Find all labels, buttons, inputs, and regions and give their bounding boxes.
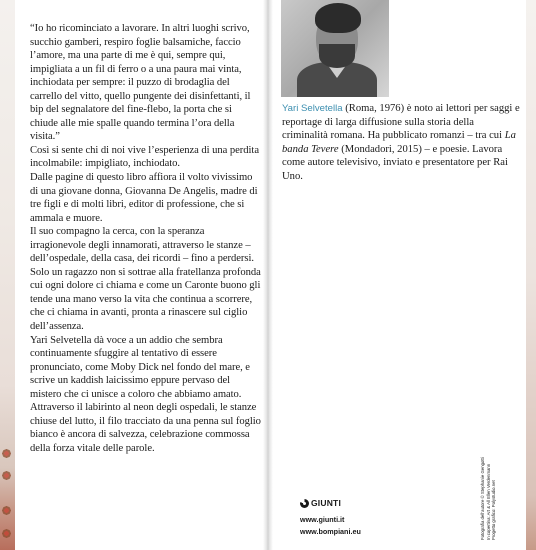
- front-flap-paragraph: Il suo compagno la cerca, con la speranza irragionevole degli innamorati, attraverso le stanze – dell’ospedale, della casa, dei ricordi – fino a perdersi. Solo un ragazzo non si sottrae alla fratellanza profonda cui ogni dolore ci chiama e come un Caronte buono gli tende una mano verso la vita che continua a scorrere, che ci chiama in avanti, pronta a rinascere sul ciglio dell’assenza.: [30, 226, 261, 333]
- author-photo-beard: [319, 44, 355, 68]
- author-photo-hair: [315, 3, 361, 33]
- front-flap-text: [30, 22, 262, 456]
- publisher-url-bompiani: www.bompiani.eu: [300, 526, 361, 536]
- front-flap-paragraph: Yari Selvetella dà voce a un addio che sembra continuamente sfuggire al tentativo di essere pronunciato, come Moby Dick nel fondo del mare, e scrive un kaddish laicissimo eppure pervaso del mistero che ci unisce a coloro che abbiamo amato. Attraverso il labirinto al neon degli ospedali, le stanze chiuse del lutto, il filo tracciato da una penna sul foglio bianco è ancora di salvezza, celebrazione commossa della forza vitale delle parole.: [30, 334, 261, 454]
- credit-line: Progetto grafico: Polystudio.net: [491, 480, 497, 540]
- front-flap-paragraph: Dalle pagine di questo libro affiora il volto vivissimo di una giovane donna, Giovanna De Angelis, madre di tre figli e di molti libri, editor di professione, che si ammala e muore.: [30, 172, 258, 224]
- front-cover-edge: [0, 0, 15, 550]
- flower-decoration: [1, 528, 12, 539]
- front-flap-paragraph: Così si sente chi di noi vive l’esperienza di una perdita incolmabile: impigliato, inchiodato.: [30, 144, 259, 170]
- flower-decoration: [1, 448, 12, 459]
- publisher-logo-text: GIUNTI: [311, 498, 342, 508]
- publisher-logo: [300, 497, 341, 509]
- author-bio-text: (Mondadori, 2015) – e poesie. Lavora come autore televisivo, inviato e presentatore per Rai Uno.: [282, 143, 508, 182]
- author-name: Yari Selvetella: [282, 103, 343, 114]
- publisher-url-giunti: www.giunti.it: [300, 515, 345, 524]
- flower-decoration: [1, 505, 12, 516]
- giunti-logo-icon: [300, 499, 309, 508]
- flap-fold: [263, 0, 273, 550]
- author-bio: [282, 102, 522, 183]
- back-cover-edge: [526, 0, 536, 550]
- book-title: La banda Tevere: [282, 130, 516, 155]
- author-photo: [281, 0, 389, 97]
- credit-line: In copertina: Art & All Ellen Verdenmann: [485, 463, 491, 540]
- front-flap-paragraph: “Io ho ricominciato a lavorare. In altri luoghi scrivo, succhio gamberi, respiro foglie balsamiche, faccio l’amore, ma una parte di me è qui, sempre qui, impigliata a un fil di ferro o a una paura mai vinta, inchiodata per sempre: il puzzo di brodaglia del carrello del vitto, quello pungente dei disinfettanti, il bip del segnalatore del fine-flebo, la porta che si chiude alle mie spalle quando termina l’ora della visita.”: [30, 23, 251, 143]
- publisher-urls: [300, 514, 361, 537]
- flower-decoration: [1, 470, 12, 481]
- credit-line: Fotografia dell’autore © Stephanie Gengotti: [480, 457, 485, 540]
- photo-credits: [480, 457, 497, 540]
- author-bio-text: (Roma, 1976) è noto ai lettori per saggi e reportage di larga diffusione sulla storia della criminalità romana. Ha pubblicato romanzi – tra cui: [282, 103, 520, 142]
